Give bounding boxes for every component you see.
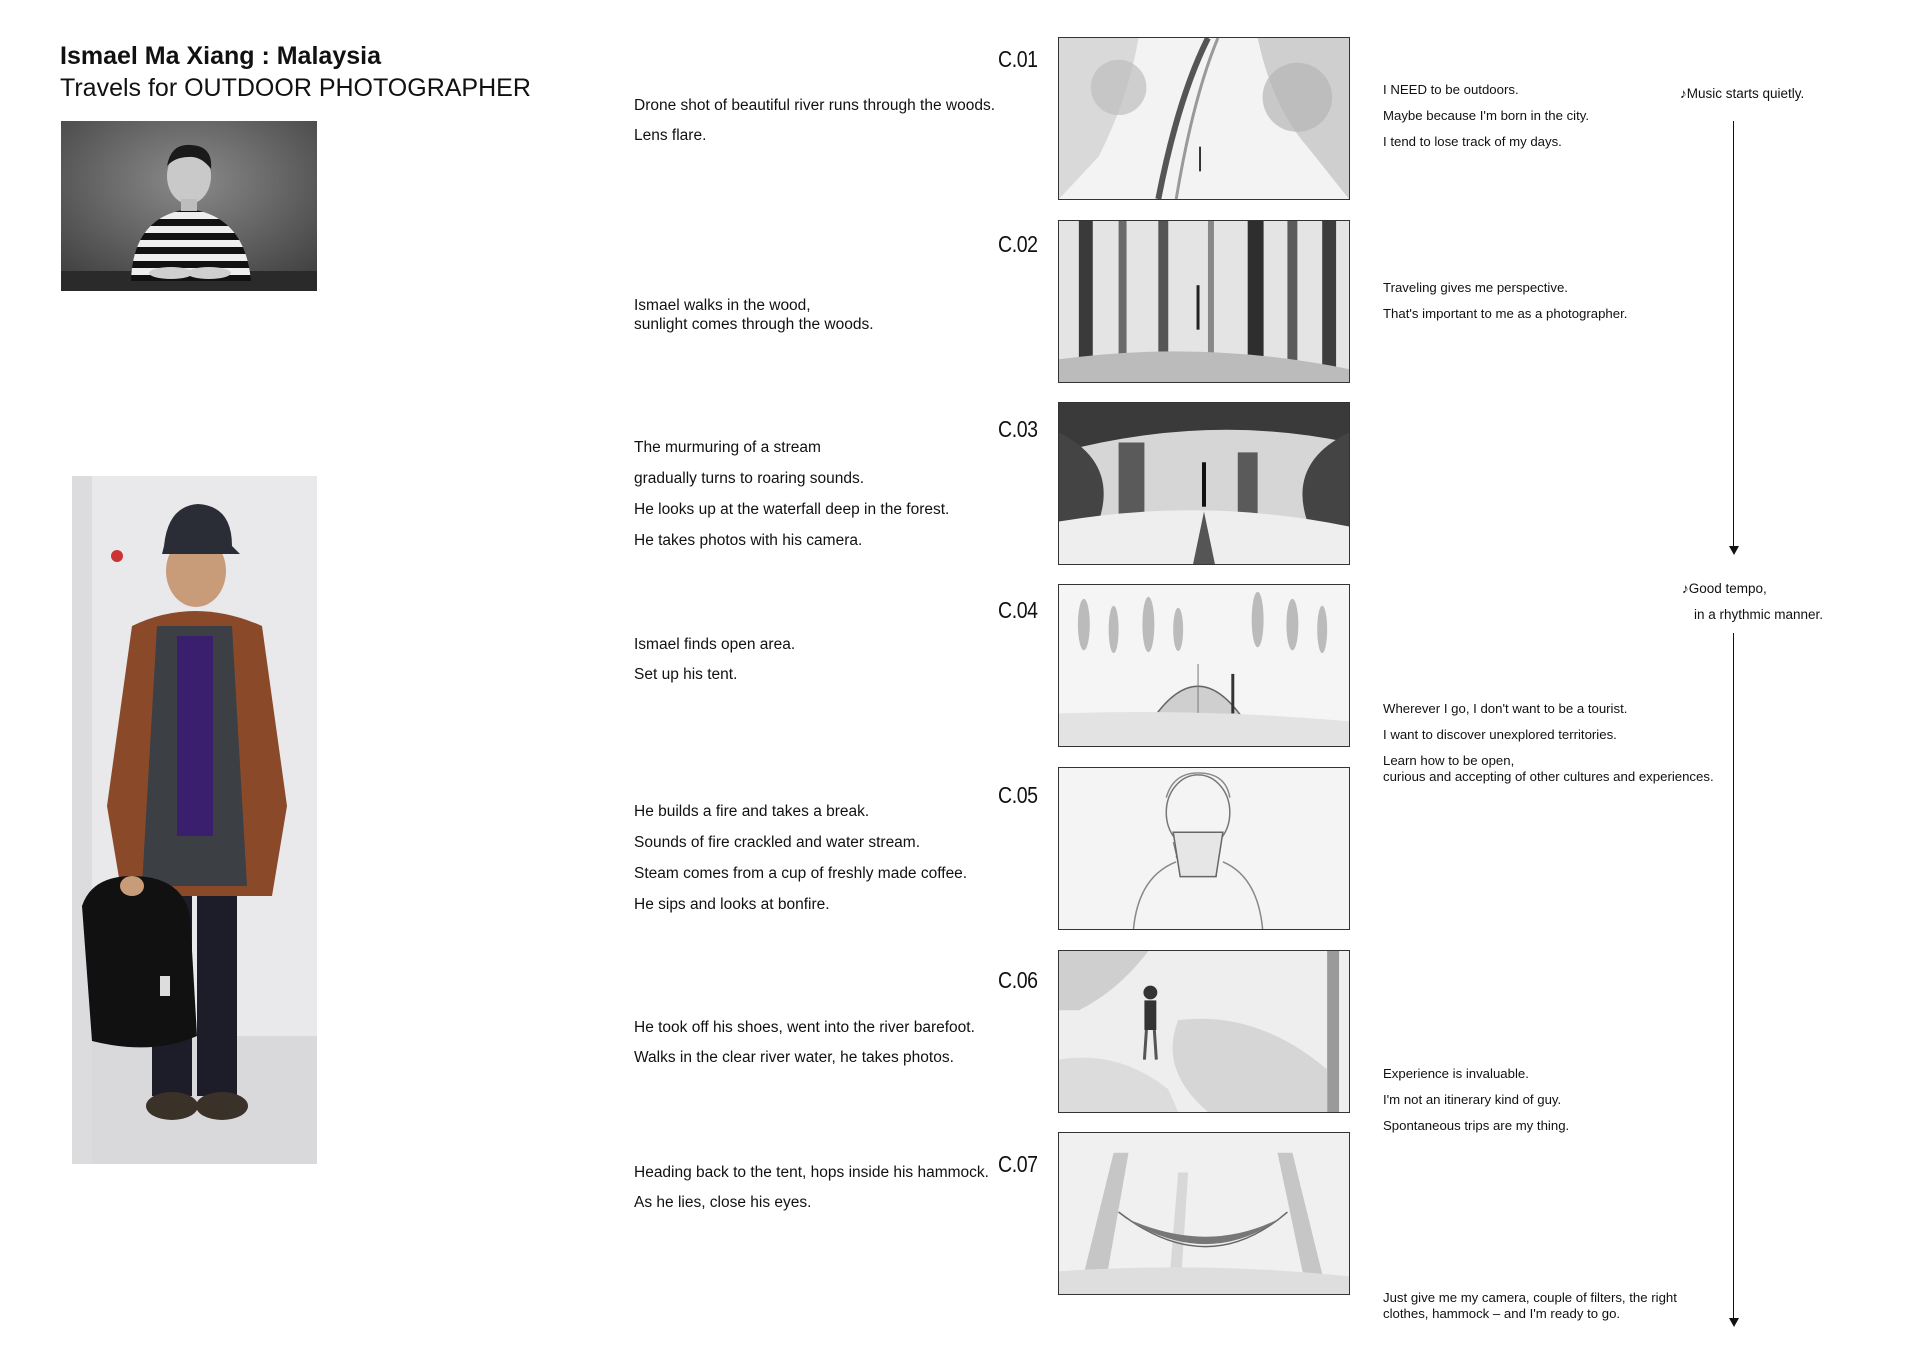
arrow-down-icon — [1729, 1318, 1739, 1327]
cut-05-label: C.05 — [998, 782, 1038, 808]
storyboard-frame-04 — [1058, 584, 1350, 747]
cut-06-description: He took off his shoes, went into the river barefoot. Walks in the clear river water, he takes photos. — [634, 1019, 975, 1066]
cut-06-label: C.06 — [998, 967, 1038, 993]
voiceover-block-3: Wherever I go, I don't want to be a tourist. I want to discover unexplored territories. Learn how to be open, curious and accepting of other cultures and experiences. — [1383, 701, 1714, 784]
cut-05-description: He builds a fire and takes a break. Sounds of fire crackled and water stream. Steam comes from a cup of freshly made coffee. He sips and looks at bonfire. — [634, 803, 968, 913]
voiceover-block-1: I NEED to be outdoors. Maybe because I'm born in the city. I tend to lose track of my days. — [1383, 82, 1590, 149]
storyboard-frame-01 — [1058, 37, 1350, 200]
music-cue-2-line-1: ♪Good tempo, — [1682, 581, 1767, 596]
storyboard-frame-07 — [1058, 1132, 1350, 1295]
page-subtitle: Travels for OUTDOOR PHOTOGRAPHER — [60, 74, 531, 102]
voiceover-block-2: Traveling gives me perspective. That's important to me as a photographer. — [1383, 280, 1628, 321]
voiceover-block-5: Just give me my camera, couple of filters, the right clothes, hammock – and I'm ready to go. — [1383, 1290, 1677, 1321]
cut-03-label: C.03 — [998, 416, 1038, 442]
storyboard-frame-06 — [1058, 950, 1350, 1113]
music-arrow-line-2 — [1733, 633, 1734, 1318]
full-body-photo — [72, 476, 317, 1164]
cut-02-description: Ismael walks in the wood, sunlight comes through the woods. — [634, 297, 874, 333]
cut-07-description: Heading back to the tent, hops inside his hammock. As he lies, close his eyes. — [634, 1164, 989, 1211]
music-cue-2-line-2: in a rhythmic manner. — [1694, 607, 1824, 622]
music-cue-1: ♪Music starts quietly. — [1680, 86, 1805, 101]
storyboard-frame-02 — [1058, 220, 1350, 383]
cut-01-label: C.01 — [998, 46, 1038, 72]
cut-03-description: The murmuring of a stream gradually turns to roaring sounds. He looks up at the waterfall deep in the forest. He takes photos with his camera. — [634, 439, 950, 549]
storyboard-frame-05 — [1058, 767, 1350, 930]
portrait-photo — [61, 121, 317, 291]
page-title: Ismael Ma Xiang : Malaysia — [60, 42, 381, 70]
cut-04-label: C.04 — [998, 597, 1038, 623]
storyboard-frame-03 — [1058, 402, 1350, 565]
cut-02-label: C.02 — [998, 231, 1038, 257]
cut-07-label: C.07 — [998, 1151, 1038, 1177]
music-arrow-line-1 — [1733, 121, 1734, 546]
arrow-down-icon — [1729, 546, 1739, 555]
cut-01-description: Drone shot of beautiful river runs through the woods. Lens flare. — [634, 97, 996, 144]
cut-04-description: Ismael finds open area. Set up his tent. — [634, 636, 796, 683]
voiceover-block-4: Experience is invaluable. I'm not an itinerary kind of guy. Spontaneous trips are my thing. — [1383, 1066, 1570, 1133]
